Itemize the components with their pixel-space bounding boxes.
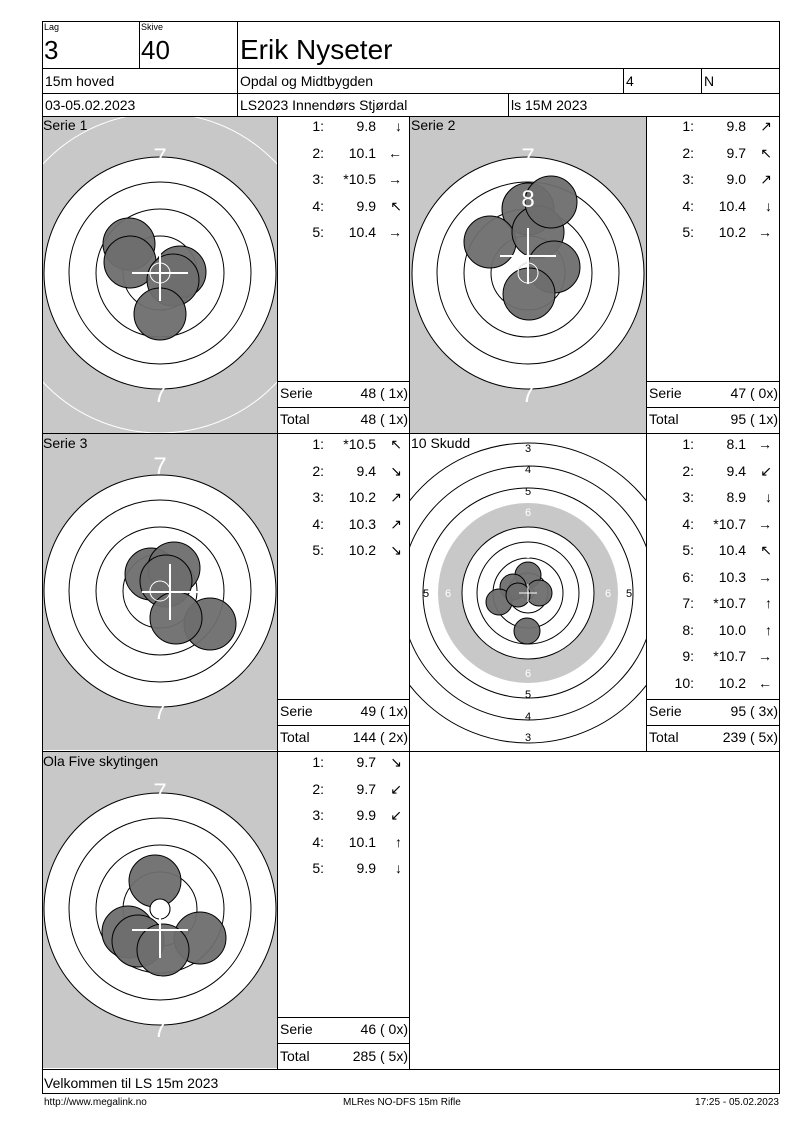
serie-title: Serie 1 <box>43 117 88 133</box>
shot-direction-icon: → <box>758 648 772 664</box>
ring-label: 6 <box>524 668 532 680</box>
shot-row <box>650 171 776 191</box>
shot-value: 9.7 <box>726 144 746 161</box>
shot-value: 8.1 <box>726 436 746 452</box>
shot-number: 1: <box>312 436 324 452</box>
ring-label: 5 <box>625 588 633 600</box>
shot-direction-icon: ↙ <box>760 462 772 479</box>
shooter-name: Erik Nyseter <box>240 34 393 65</box>
total-value: 144 ( 2x) <box>352 729 408 745</box>
competition-name: LS2023 Innendørs Stjørdal <box>240 97 408 113</box>
total-label: Total <box>280 729 310 745</box>
shot-direction-icon: ↑ <box>395 833 402 850</box>
serie-sum-label: Serie <box>280 703 313 719</box>
shot-direction-icon: ↗ <box>760 118 772 134</box>
ring-label: 8 <box>153 505 167 532</box>
shot-value: 9.7 <box>356 780 376 797</box>
shot-row <box>650 648 776 668</box>
shot-row <box>280 834 406 854</box>
serie-title: Serie 3 <box>43 435 88 451</box>
shot-value: 10.4 <box>718 542 746 558</box>
shot-direction-icon: → <box>758 515 772 532</box>
ring-label: 4 <box>524 711 532 723</box>
ring-label: 5 <box>524 486 532 498</box>
shot-row <box>650 622 776 642</box>
shot-value: *10.5 <box>343 436 376 452</box>
shot-value: 9.8 <box>356 118 376 134</box>
shot-direction-icon: → <box>758 436 772 452</box>
serie-sum-label: Serie <box>280 385 313 401</box>
shot-value: 9.9 <box>356 860 376 876</box>
shot-row <box>650 118 776 138</box>
shot-number: 4: <box>682 197 694 214</box>
shot-row <box>650 436 776 456</box>
ring-label: 8 <box>153 654 167 681</box>
shot-row <box>280 463 406 483</box>
shot-direction-icon: ↓ <box>395 860 402 876</box>
shot-number: 9: <box>682 648 694 664</box>
shot-row <box>650 145 776 165</box>
shot-number: 1: <box>682 118 694 134</box>
shot-row <box>280 489 406 509</box>
shot-direction-icon: ← <box>758 674 772 691</box>
ring-label: 8 <box>229 579 243 606</box>
shot-value: 10.4 <box>718 197 746 214</box>
shot-value: 10.1 <box>348 144 376 161</box>
ring-label: 8 <box>229 261 243 288</box>
shot-row <box>280 145 406 165</box>
ring-label: 7 <box>153 698 167 725</box>
ring-label: 7 <box>524 645 532 657</box>
class-number: 4 <box>626 73 634 89</box>
total-label: Total <box>280 1048 310 1064</box>
shot-number: 4: <box>312 515 324 532</box>
ring-label: 5 <box>524 689 532 701</box>
serie-title: Serie 2 <box>411 117 456 133</box>
ring-label: 7 <box>153 144 167 171</box>
serie-sum-label: Serie <box>280 1021 313 1037</box>
skive-value: 40 <box>141 35 170 65</box>
shot-value: 10.2 <box>348 489 376 505</box>
ring-label: 8 <box>153 972 167 999</box>
total-label: Total <box>649 411 679 427</box>
shot-direction-icon: ↖ <box>390 436 402 452</box>
shot-number: 3: <box>312 489 324 505</box>
serie-title: 10 Skudd <box>411 435 471 451</box>
shot-direction-icon: ↖ <box>760 144 772 161</box>
shot-direction-icon: ↓ <box>765 197 772 214</box>
shot-value: 10.4 <box>348 224 376 240</box>
club-name: Opdal og Midtbygden <box>240 73 374 89</box>
shot-number: 1: <box>682 436 694 452</box>
serie-sum-label: Serie <box>649 703 682 719</box>
shot-row <box>280 118 406 138</box>
shot-row <box>650 198 776 218</box>
shot-number: 2: <box>312 144 324 161</box>
target-ola-five <box>43 752 277 1068</box>
shot-direction-icon: ↘ <box>390 462 402 479</box>
ring-label: 8 <box>562 588 570 600</box>
ring-label: 7 <box>524 528 532 540</box>
welcome-text: Velkommen til LS 15m 2023 <box>44 1075 219 1091</box>
shot-direction-icon: ← <box>388 144 402 161</box>
ring-label: 7 <box>153 779 167 806</box>
lag-value: 3 <box>44 35 59 65</box>
lag-label: Lag <box>44 22 60 32</box>
ring-label: 8 <box>229 897 243 924</box>
ring-label: 7 <box>521 381 535 408</box>
ring-label: 8 <box>153 186 167 213</box>
shot-row <box>280 781 406 801</box>
shot-value: 10.2 <box>718 674 746 691</box>
shot-number: 2: <box>682 462 694 479</box>
shot-row <box>280 436 406 456</box>
shot-row <box>650 224 776 244</box>
shot-row <box>280 224 406 244</box>
shot-number: 4: <box>312 197 324 214</box>
footer-url[interactable]: http://www.megalink.no <box>44 1097 147 1108</box>
shot-number: 2: <box>312 462 324 479</box>
shot-value: *10.7 <box>713 648 746 664</box>
shot-direction-icon: ↗ <box>390 515 402 532</box>
shot-value: 10.1 <box>348 833 376 850</box>
date: 03-05.02.2023 <box>45 97 136 113</box>
shot-number: 5: <box>682 224 694 240</box>
shot-number: 10: <box>674 674 694 691</box>
shot-row <box>280 542 406 562</box>
ring-label: 6 <box>444 588 452 600</box>
shot-value: 9.9 <box>356 197 376 214</box>
shot-value: *10.5 <box>343 171 376 187</box>
ring-label: 8 <box>521 186 535 213</box>
ring-label: 8 <box>521 339 535 366</box>
shot-number: 2: <box>682 144 694 161</box>
shot-direction-icon: → <box>758 224 772 240</box>
shot-value: *10.7 <box>713 595 746 611</box>
target-serie-1 <box>43 117 277 433</box>
shot-row <box>280 516 406 536</box>
ring-label: 6 <box>524 507 532 519</box>
shot-row <box>650 569 776 589</box>
target-10-skudd <box>410 434 646 750</box>
shot-number: 3: <box>312 171 324 187</box>
ring-label: 8 <box>524 549 532 561</box>
shot-number: 5: <box>682 542 694 558</box>
total-label: Total <box>649 729 679 745</box>
shot-number: 5: <box>312 860 324 876</box>
shot-row <box>280 198 406 218</box>
shot-direction-icon: → <box>758 568 772 585</box>
shot-row <box>650 516 776 536</box>
shot-row <box>280 807 406 827</box>
ring-label: 7 <box>153 1016 167 1043</box>
event-name: 15m hoved <box>45 73 115 89</box>
shot-number: 3: <box>682 489 694 505</box>
shot-value: 8.9 <box>726 489 746 505</box>
shot-row <box>650 542 776 562</box>
shot-direction-icon: ↓ <box>395 118 402 134</box>
shot-row <box>650 463 776 483</box>
ring-label: 3 <box>524 732 532 744</box>
shot-number: 8: <box>682 621 694 638</box>
shot-direction-icon: → <box>388 171 402 187</box>
ring-label: 8 <box>77 579 91 606</box>
target-serie-3 <box>43 434 277 750</box>
ring-label: 7 <box>153 381 167 408</box>
shot-value: 10.0 <box>718 621 746 638</box>
ring-label: 8 <box>77 897 91 924</box>
shot-number: 3: <box>682 171 694 187</box>
shot-direction-icon: ↗ <box>760 171 772 187</box>
program-name: ls 15M 2023 <box>511 97 588 113</box>
shot-number: 5: <box>312 542 324 558</box>
shot-direction-icon: → <box>388 224 402 240</box>
shot-direction-icon: ↖ <box>390 197 402 214</box>
shot-value: 10.3 <box>348 515 376 532</box>
class-letter: N <box>704 73 715 89</box>
footer-timestamp: 17:25 - 05.02.2023 <box>695 1097 779 1108</box>
shot-number: 4: <box>682 515 694 532</box>
shot-number: 5: <box>312 224 324 240</box>
shot-direction-icon: ↘ <box>390 754 402 770</box>
shot-number: 2: <box>312 780 324 797</box>
skive-label: Skive <box>141 22 164 32</box>
ring-label: 5 <box>422 588 430 600</box>
total-value: 48 ( 1x) <box>360 411 408 427</box>
ring-label: 6 <box>604 588 612 600</box>
shot-direction-icon: ↘ <box>390 542 402 558</box>
ring-label: 8 <box>153 823 167 850</box>
footer-software: MLRes NO-DFS 15m Rifle <box>343 1097 461 1108</box>
ring-label: 8 <box>445 261 459 288</box>
ring-label: 7 <box>464 588 472 600</box>
ring-label: 4 <box>524 464 532 476</box>
shot-value: 9.8 <box>726 118 746 134</box>
shot-row <box>650 675 776 695</box>
serie-sum-value: 49 ( 1x) <box>360 703 408 719</box>
total-label: Total <box>280 411 310 427</box>
shot-row <box>280 754 406 774</box>
ring-label: 8 <box>597 261 611 288</box>
shot-number: 6: <box>682 568 694 585</box>
shot-value: 10.2 <box>348 542 376 558</box>
ring-label: 7 <box>153 453 167 480</box>
shot-direction-icon: ↖ <box>760 542 772 558</box>
total-value: 239 ( 5x) <box>722 729 778 745</box>
shot-row <box>650 595 776 615</box>
shot-value: 9.0 <box>726 171 746 187</box>
shot-value: 10.2 <box>718 224 746 240</box>
total-value: 285 ( 5x) <box>352 1048 408 1064</box>
shot-value: 9.4 <box>726 462 746 479</box>
serie-sum-label: Serie <box>649 385 682 401</box>
serie-sum-value: 95 ( 3x) <box>730 703 778 719</box>
shot-number: 7: <box>682 595 694 611</box>
shot-number: 4: <box>312 833 324 850</box>
shot-direction-icon: ↙ <box>390 780 402 797</box>
shot-value: 10.3 <box>718 568 746 585</box>
serie-sum-value: 47 ( 0x) <box>730 385 778 401</box>
shot-value: 9.9 <box>356 807 376 823</box>
shot-value: 9.4 <box>356 462 376 479</box>
ring-label: 7 <box>521 144 535 171</box>
shot-number: 1: <box>312 754 324 770</box>
ring-label: 8 <box>77 261 91 288</box>
shot-row <box>280 860 406 880</box>
shot-row <box>280 171 406 191</box>
ring-label: 8 <box>153 339 167 366</box>
shot-direction-icon: ↗ <box>390 489 402 505</box>
shot-number: 1: <box>312 118 324 134</box>
shot-value: 9.7 <box>356 754 376 770</box>
ring-label: 3 <box>524 443 532 455</box>
serie-sum-value: 48 ( 1x) <box>360 385 408 401</box>
shot-direction-icon: ↙ <box>390 807 402 823</box>
shot-number: 3: <box>312 807 324 823</box>
total-value: 95 ( 1x) <box>730 411 778 427</box>
shot-direction-icon: ↑ <box>765 595 772 611</box>
shot-direction-icon: ↓ <box>765 489 772 505</box>
target-serie-2 <box>410 117 646 433</box>
shot-value: *10.7 <box>713 515 746 532</box>
shot-row <box>650 489 776 509</box>
serie-sum-value: 46 ( 0x) <box>360 1021 408 1037</box>
shot-direction-icon: ↑ <box>765 621 772 638</box>
serie-title: Ola Five skytingen <box>43 753 159 769</box>
